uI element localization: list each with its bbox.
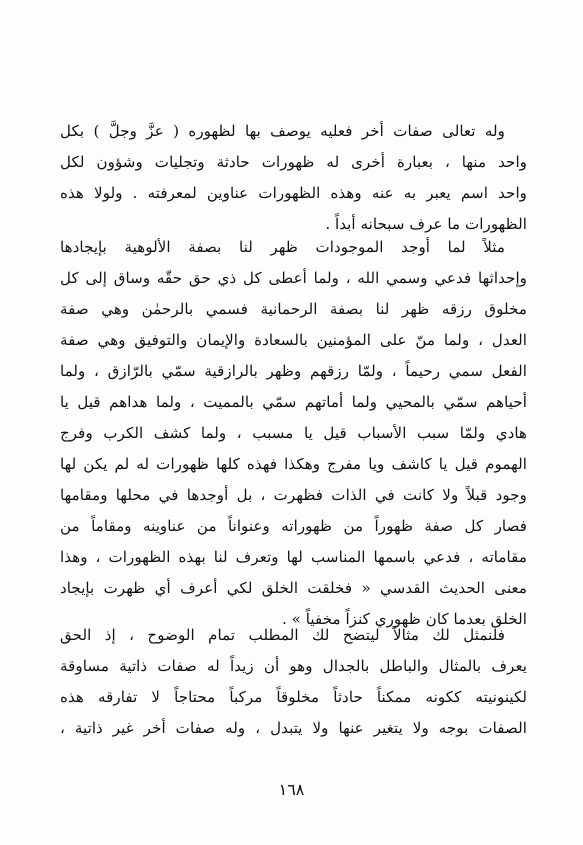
text-line: يعرف بالمثال والباطل بالجدال وهو أن زيداً له صفات ذاتية مساوقة [60, 657, 527, 675]
text-line: مثلاً لما أوجد الموجودات ظهر لنا بصفة الألوهية بإيجادها [60, 238, 505, 256]
text-line: وجود قبلاً ولا كانت في الذات فظهرت ، بل أوجدها في محلها ومقامها [60, 486, 527, 504]
text-line: فلنمثل لك مثالاً ليتضح لك المطلب تمام الوضوح ، إذ الحق [60, 626, 505, 644]
text-line: معنى الحديث القدسي « فخلقت الخلق لكي أعرف أي ظهرت بإيجاد [60, 579, 527, 597]
page-number: ١٦٨ [278, 780, 305, 799]
text-line: الفعل سمي رحيماً ، ولمّا رزقهم وظهر بالرازقية سمّي بالرّازق ، ولما [60, 362, 527, 380]
paragraph-2 [60, 232, 527, 635]
text-line: واحد منها ، بعبارة أخرى له ظهورات حادثة وتجليات وشؤون لكل [60, 153, 527, 171]
text-line: مخلوق رزقه ظهر لنا بصفة الرحمانية فسمي بالرحمٰن وهي صفة [60, 300, 527, 318]
text-line: لكينونيته ككونه ممكناً حادثاً مخلوقاً مركباً محتاجاً لا تفارقه هذه [60, 688, 527, 706]
paragraph-3 [60, 620, 527, 744]
text-line: مقاماته ، فدعي باسمها المناسب لها وتعرف لنا بهذه الظهورات ، وهذا [60, 548, 527, 566]
text-line: الظهورات ما عرف سبحانه أبداً . [325, 215, 527, 233]
text-line: هادي ولمّا سبب الأسباب قيل يا مسبب ، ولما كشف الكرب وفرج [60, 424, 527, 442]
text-line: وله تعالى صفات أخر فعليه يوصف بها لظهوره ( عزَّ وجلَّ ) بكل [60, 122, 505, 140]
text-line: فصار كل صفة ظهوراً من ظهوراته وعنواناً من عناوينه ومقاماً من [60, 517, 527, 535]
text-line: الخلق بعدما كان ظهوري كنزاً مخفياً » . [282, 610, 527, 628]
text-line: العدل ، ولما منّ على المؤمنين بالسعادة والإيمان والتوفيق وهي صفة [60, 331, 527, 349]
text-line: الهموم قيل يا كاشف ويا مفرج وهكذا فهذه كلها ظهورات له لم يكن لها [60, 455, 527, 473]
text-line: وإحداثها فدعي وسمي الله ، ولما أعطى كل ذي حق حقّه وساق إلى كل [60, 269, 527, 287]
text-line: أحياهم سمّي بالمحيي ولما أماتهم سمّي بالمميت ، ولما هداهم قيل يا [60, 393, 527, 411]
text-line: الصفات بوجه ولا يتغير عنها ولا يتبدل ، وله صفات أخر غير ذاتية ، [60, 719, 527, 737]
text-line: واحد اسم يعبر به عنه وهذه الظهورات عناوين لمعرفته . ولولا هذه [60, 184, 527, 202]
paragraph-1 [60, 116, 527, 240]
